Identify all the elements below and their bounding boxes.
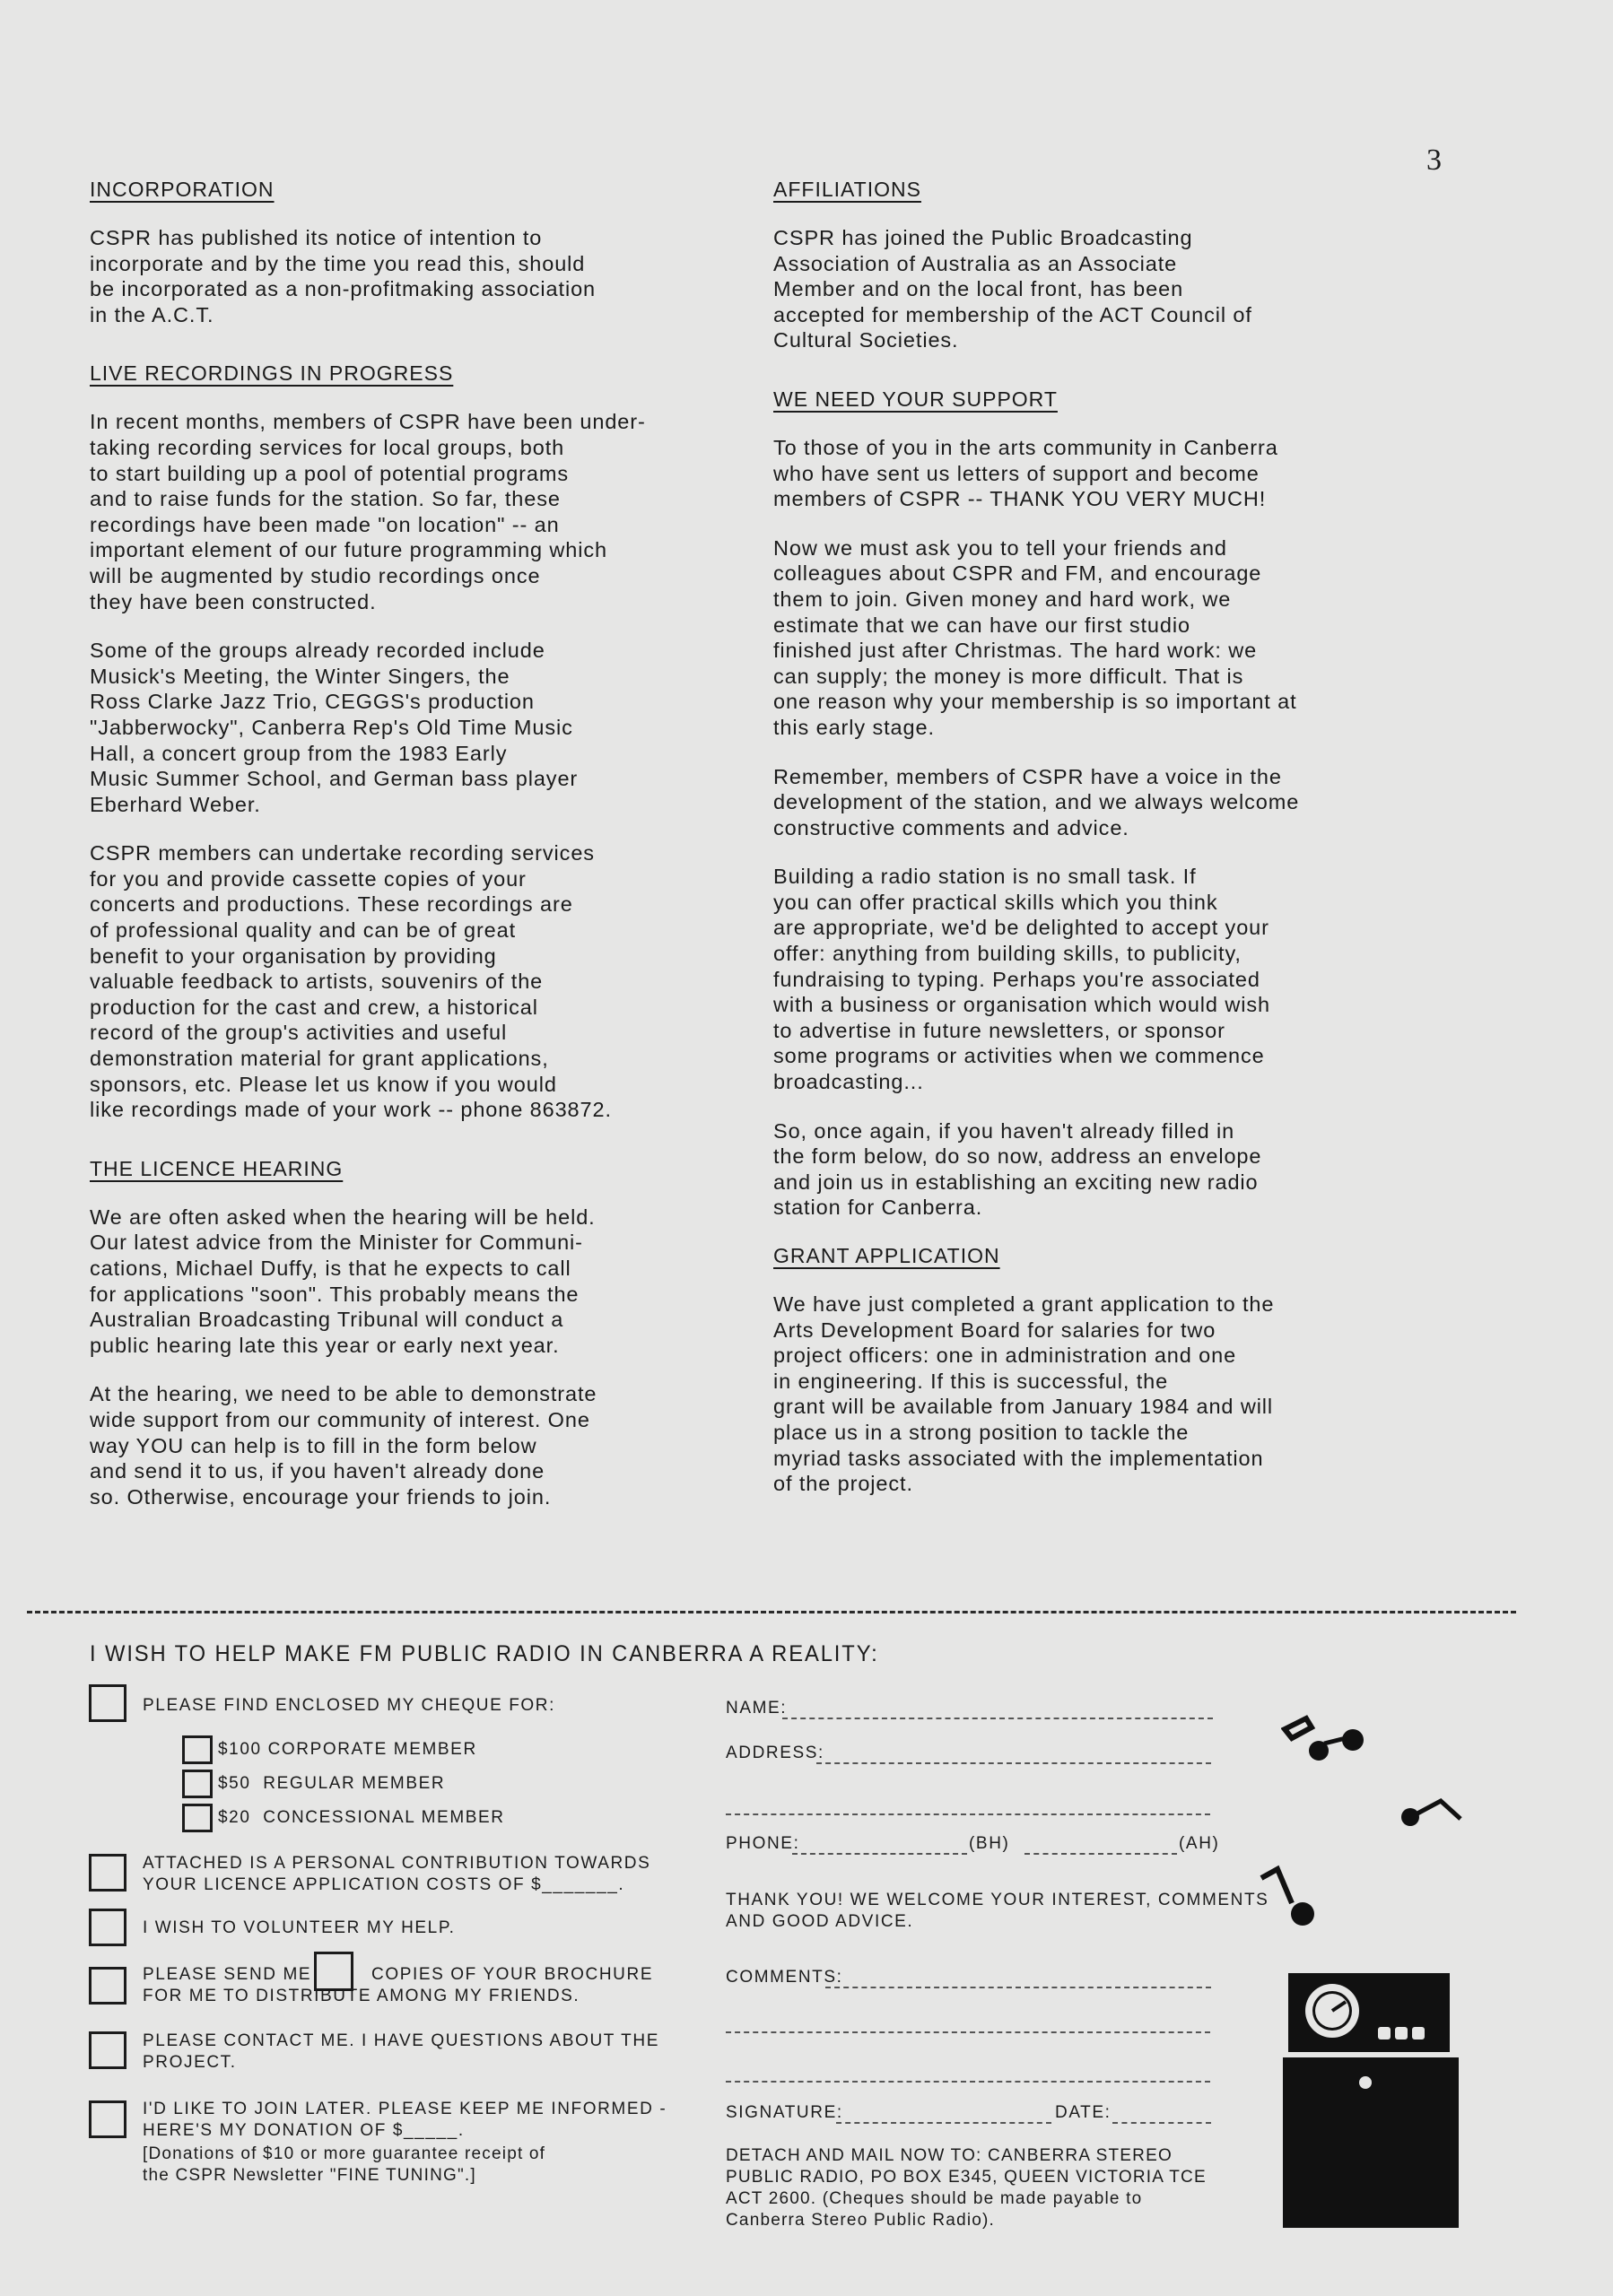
name-field[interactable]	[782, 1718, 1213, 1719]
affiliations-paragraph: CSPR has joined the Public Broadcasting Association of Australia as an Associate Member and on the local front, has been accepted for membership of the ACT Council of Cultural Societies.	[773, 226, 1252, 352]
phone-bh-field[interactable]	[792, 1853, 967, 1855]
incorporation-section	[90, 178, 736, 327]
concessional-member-checkbox[interactable]	[182, 1804, 213, 1832]
contribution-label: ATTACHED IS A PERSONAL CONTRIBUTION TOWARDS YOUR LICENCE APPLICATION COSTS OF $_______.	[143, 1854, 651, 1894]
support-paragraph-2: Now we must ask you to tell your friends and colleagues about CSPR and FM, and encourage them to join. Given money and hard work, we estimate that we can have our first studio finished just after Christmas. The hard work: we can supply; the money is more difficult. That is one reason why your membership is so important at this early stage.	[773, 535, 1297, 739]
licence-hearing-section	[90, 1157, 736, 1510]
corporate-member-option	[218, 1739, 477, 1761]
donation-note: [Donations of $10 or more guarantee receipt of the CSPR Newsletter "FINE TUNING".]	[143, 2144, 546, 2185]
comments-field[interactable]	[825, 1987, 1211, 1988]
contact-label: PLEASE CONTACT ME. I HAVE QUESTIONS ABOUT THE PROJECT.	[143, 2031, 659, 2072]
radio-equipment-icon	[1281, 1971, 1460, 2231]
regular-member-price: $50	[218, 1774, 251, 1793]
phone-bh-label: (BH)	[969, 1834, 1010, 1853]
licence-hearing-paragraph-2: At the hearing, we need to be able to demonstrate wide support from our community of interest. One way YOU can help is to fill in the form below and send it to us, if you haven't already done so. Otherwise, encourage your friends to join.	[90, 1382, 597, 1509]
support-paragraph-1: To those of you in the arts community in Canberra who have sent us letters of support and become members of CSPR -- THANK YOU VERY MUCH!	[773, 435, 1278, 511]
contribution-checkbox[interactable]	[89, 1854, 126, 1892]
cut-line	[27, 1611, 1516, 1613]
concessional-member-label: CONCESSIONAL MEMBER	[263, 1808, 505, 1827]
support-heading: WE NEED YOUR SUPPORT	[773, 387, 1058, 411]
live-recordings-paragraph-2: Some of the groups already recorded include Musick's Meeting, the Winter Singers, the Ross Clarke Jazz Trio, CEGGS's production "Jabberwocky", Canberra Rep's Old Time Music Hall, a concert group from the 1983 Early Music Summer School, and German bass player Eberhard Weber.	[90, 639, 579, 816]
live-recordings-section	[90, 361, 736, 1122]
corporate-member-checkbox[interactable]	[182, 1735, 213, 1764]
grant-section	[773, 1244, 1419, 1497]
corporate-member-price: $100	[218, 1740, 262, 1759]
support-paragraph-4: Building a radio station is no small task. If you can offer practical skills which you think are appropriate, we'd be delighted to accept your offer: anything from building skills, to publicity, fundraising to typing. Perhaps you're associated with a business or organisation which would wish to advertise in future newsletters, or sponsor some programs or activities when we commence broadcasting...	[773, 865, 1270, 1094]
incorporation-heading: INCORPORATION	[90, 178, 275, 201]
volunteer-label: I WISH TO VOLUNTEER MY HELP.	[143, 1918, 456, 1937]
concessional-member-price: $20	[218, 1808, 251, 1827]
cheque-label: PLEASE FIND ENCLOSED MY CHEQUE FOR:	[143, 1696, 556, 1715]
address-field[interactable]	[816, 1762, 1211, 1764]
form-title: I WISH TO HELP MAKE FM PUBLIC RADIO IN CANBERRA A REALITY:	[90, 1641, 879, 1666]
concessional-member-option	[218, 1807, 505, 1829]
corporate-member-label: CORPORATE MEMBER	[267, 1740, 477, 1759]
grant-paragraph: We have just completed a grant application to the Arts Development Board for salaries for two project officers: one in administration and one in engineering. If this is successful, the grant will be available from January 1984 and will place us in a strong position to tackle the myriad tasks associated with the implementation of the project.	[773, 1292, 1275, 1496]
live-recordings-paragraph-3: CSPR members can undertake recording services for you and provide cassette copies of your concerts and productions. These recordings are of professional quality and can be of great benefit to your organisation by providing valuable feedback to artists, souvenirs of the production for the cast and crew, a historical record of the group's activities and useful demonstration material for grant applications, sponsors, etc. Please let us know if you would like recordings made of your work -- phone 863872.	[90, 841, 612, 1122]
cheque-checkbox[interactable]	[89, 1684, 126, 1722]
licence-hearing-paragraph-1: We are often asked when the hearing will be held. Our latest advice from the Minister for Communi- cations, Michael Duffy, is that he expects to call for applications "soon". This probably means the Australian Broadcasting Tribunal will conduct a public hearing late this year or early next year.	[90, 1205, 596, 1357]
affiliations-heading: AFFILIATIONS	[773, 178, 921, 201]
affiliations-section	[773, 178, 1419, 353]
brochure-label-line1	[143, 1964, 311, 1986]
regular-member-label: REGULAR MEMBER	[263, 1774, 446, 1793]
grant-heading: GRANT APPLICATION	[773, 1244, 1000, 1267]
left-column	[90, 178, 736, 1533]
brochure-suffix: COPIES OF YOUR BROCHURE	[371, 1965, 654, 1984]
live-recordings-paragraph-1: In recent months, members of CSPR have been under- taking recording services for local groups, both to start building up a pool of potential programs and to raise funds for the station. So far, these recordings have been made "on location" -- an important element of our future programming which will be augmented by studio recordings once they have been constructed.	[90, 410, 646, 613]
name-label: NAME:	[726, 1699, 788, 1718]
brochure-label-line2: FOR ME TO DISTRIBUTE AMONG MY FRIENDS.	[143, 1987, 580, 2005]
support-paragraph-5: So, once again, if you haven't already filled in the form below, do so now, address an envelope and join us in establishing an exciting new radio station for Canberra.	[773, 1118, 1262, 1220]
regular-member-checkbox[interactable]	[182, 1770, 213, 1798]
licence-hearing-heading: THE LICENCE HEARING	[90, 1156, 344, 1180]
music-note-icon-2	[1398, 1794, 1478, 1830]
brochure-checkbox[interactable]	[89, 1967, 126, 2005]
support-paragraph-3: Remember, members of CSPR have a voice in the development of the station, and we always welcome constructive comments and advice.	[773, 764, 1300, 839]
volunteer-checkbox[interactable]	[89, 1909, 126, 1946]
comments-label: COMMENTS:	[726, 1968, 843, 1987]
thank-you-text: THANK YOU! WE WELCOME YOUR INTEREST, COMMENTS AND GOOD ADVICE.	[726, 1891, 1269, 1931]
join-later-checkbox[interactable]	[89, 2100, 126, 2138]
signature-label: SIGNATURE:	[726, 2103, 843, 2122]
live-recordings-heading: LIVE RECORDINGS IN PROGRESS	[90, 361, 454, 386]
phone-ah-field[interactable]	[1024, 1853, 1177, 1855]
date-label: DATE:	[1055, 2103, 1112, 2122]
comments-field-line3[interactable]	[726, 2081, 1210, 2083]
phone-label: PHONE:	[726, 1834, 800, 1853]
contact-checkbox[interactable]	[89, 2031, 126, 2069]
signature-field[interactable]	[836, 2122, 1051, 2124]
address-label: ADDRESS:	[726, 1744, 824, 1762]
music-note-icon	[1281, 1711, 1371, 1774]
date-field[interactable]	[1112, 2122, 1211, 2124]
support-section	[773, 387, 1419, 1221]
address-field-line2[interactable]	[726, 1813, 1210, 1815]
regular-member-option	[218, 1773, 445, 1795]
brochure-prefix: PLEASE SEND ME	[143, 1965, 312, 1984]
phone-ah-label: (AH)	[1179, 1834, 1220, 1853]
right-column	[773, 178, 1419, 1520]
join-later-label: I'D LIKE TO JOIN LATER. PLEASE KEEP ME INFORMED - HERE'S MY DONATION OF $_____.	[143, 2100, 667, 2140]
comments-field-line2[interactable]	[726, 2031, 1210, 2033]
incorporation-paragraph: CSPR has published its notice of intention to incorporate and by the time you read this, should be incorporated as a non-profitmaking association in the A.C.T.	[90, 226, 597, 326]
music-note-icon-3	[1256, 1864, 1328, 1935]
page-number: 3	[1426, 144, 1442, 177]
mail-to-text: DETACH AND MAIL NOW TO: CANBERRA STEREO PUBLIC RADIO, PO BOX E345, QUEEN VICTORIA TCE ACT 2600. (Cheques should be made payable to Canberra Stereo Public Radio).	[726, 2146, 1207, 2230]
